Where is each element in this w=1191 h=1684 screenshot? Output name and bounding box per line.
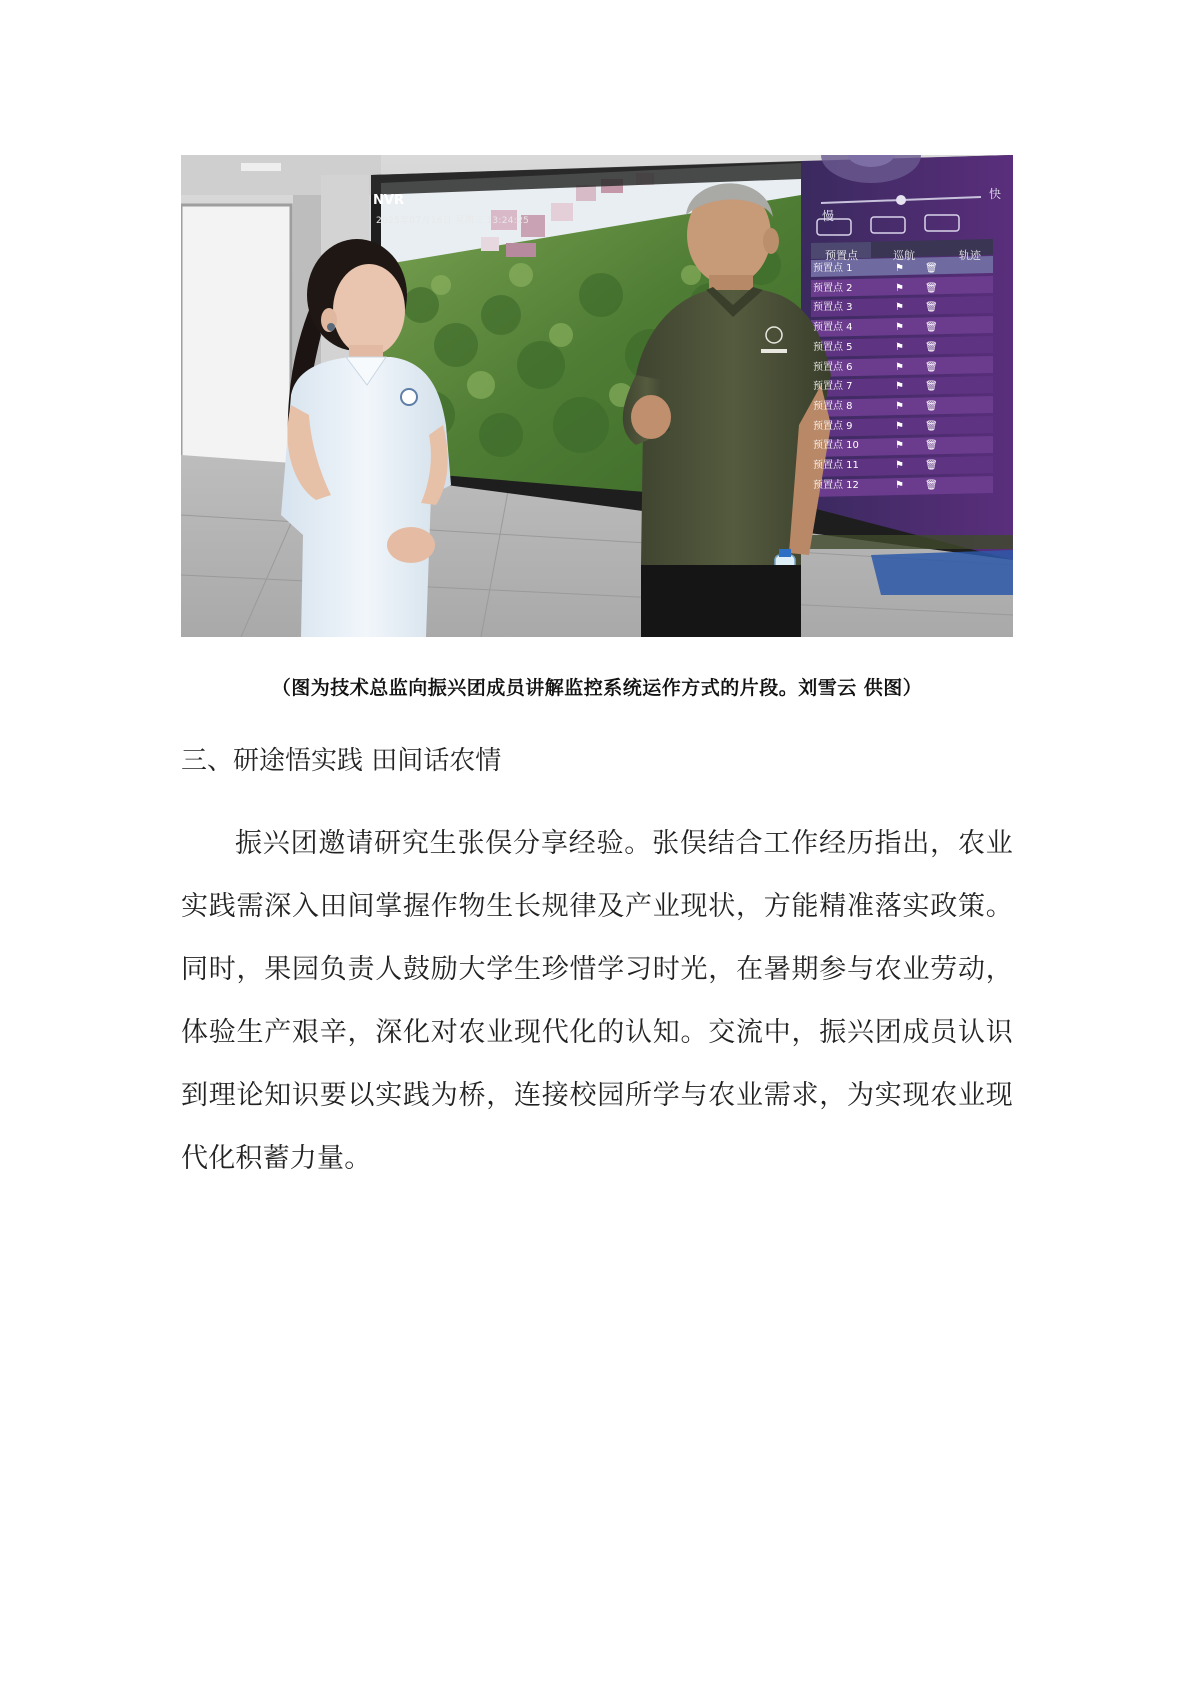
screen-preset-row — [813, 259, 973, 279]
screen-preset-row — [813, 298, 973, 318]
screen-preset-name: 预置点 10 — [813, 440, 859, 452]
section-heading: 三、研途悟实践 田间话农情 — [181, 746, 502, 776]
screen-preset-row — [813, 436, 973, 456]
photo-caption: （图为技术总监向振兴团成员讲解监控系统运作方式的片段。刘雪云 供图） — [271, 677, 923, 699]
flag-icon: ⚑ — [895, 400, 904, 412]
trash-icon: 🗑 — [925, 322, 938, 334]
trash-icon: 🗑 — [925, 282, 938, 294]
screen-preset-name: 预置点 9 — [813, 420, 853, 432]
trash-icon: 🗑 — [925, 479, 938, 491]
screen-preset-row — [813, 476, 973, 496]
screen-preset-name: 预置点 6 — [813, 361, 853, 373]
trash-icon: 🗑 — [925, 341, 938, 353]
screen-preset-name: 预置点 2 — [813, 282, 853, 294]
flag-icon: ⚑ — [895, 302, 904, 314]
flag-icon: ⚑ — [895, 341, 904, 353]
flag-icon: ⚑ — [895, 479, 904, 491]
screen-preset-row — [813, 338, 973, 358]
trash-icon: 🗑 — [925, 460, 938, 471]
screen-preset-row — [813, 417, 973, 437]
screen-preset-row — [813, 358, 973, 378]
trash-icon: 🗑 — [925, 400, 938, 412]
flag-icon: ⚑ — [895, 322, 904, 334]
screen-preset-name: 预置点 3 — [813, 302, 853, 314]
flag-icon: ⚑ — [895, 381, 904, 393]
screen-preset-name: 预置点 1 — [813, 263, 853, 274]
trash-icon: 🗑 — [925, 302, 938, 314]
flag-icon: ⚑ — [895, 460, 904, 471]
screen-preset-name: 预置点 11 — [813, 460, 859, 471]
screen-preset-name: 预置点 8 — [813, 400, 853, 412]
trash-icon: 🗑 — [925, 440, 938, 452]
screen-preset-name: 预置点 4 — [813, 322, 853, 334]
flag-icon: ⚑ — [895, 282, 904, 294]
flag-icon: ⚑ — [895, 361, 904, 373]
trash-icon: 🗑 — [925, 381, 938, 393]
screen-preset-row — [813, 279, 973, 299]
screen-tab-track: 轨迹 — [959, 249, 981, 262]
screen-tab-cruise: 巡航 — [893, 249, 915, 262]
screen-preset-row — [813, 456, 973, 476]
body-paragraph: 振兴团邀请研究生张俣分享经验。张俣结合工作经历指出，农业实践需深入田间掌握作物生长规律及产业现状，方能精准落实政策。同时，果园负责人鼓励大学生珍惜学习时光，在暑期参与农业劳动，体验生产艰辛，深化对农业现代化的认知。交流中，振兴团成员认识到理论知识要以实践为桥，连接校园所学与农业需求，为实现农业现代化积蓄力量。 — [181, 828, 1013, 1174]
screen-preset-name: 预置点 12 — [813, 479, 859, 491]
flag-icon: ⚑ — [895, 440, 904, 452]
screen-preset-name: 预置点 5 — [813, 341, 853, 353]
screen-preset-row — [813, 377, 973, 397]
article-photo — [181, 155, 1013, 637]
trash-icon: 🗑 — [925, 263, 938, 274]
screen-preset-name: 预置点 7 — [813, 381, 853, 393]
flag-icon: ⚑ — [895, 263, 904, 274]
screen-preset-row — [813, 318, 973, 338]
trash-icon: 🗑 — [925, 361, 938, 373]
screen-nvr-label: NVR — [373, 193, 404, 208]
screen-tab-presets: 预置点 — [825, 249, 858, 262]
screen-speed-slow-label: 慢 — [822, 209, 835, 223]
flag-icon: ⚑ — [895, 420, 904, 432]
trash-icon: 🗑 — [925, 420, 938, 432]
screen-preset-row — [813, 397, 973, 417]
screen-speed-fast-label: 快 — [989, 187, 1002, 201]
screen-datetime: 2025年07月16日 星期三 13:24:25 — [376, 216, 530, 226]
